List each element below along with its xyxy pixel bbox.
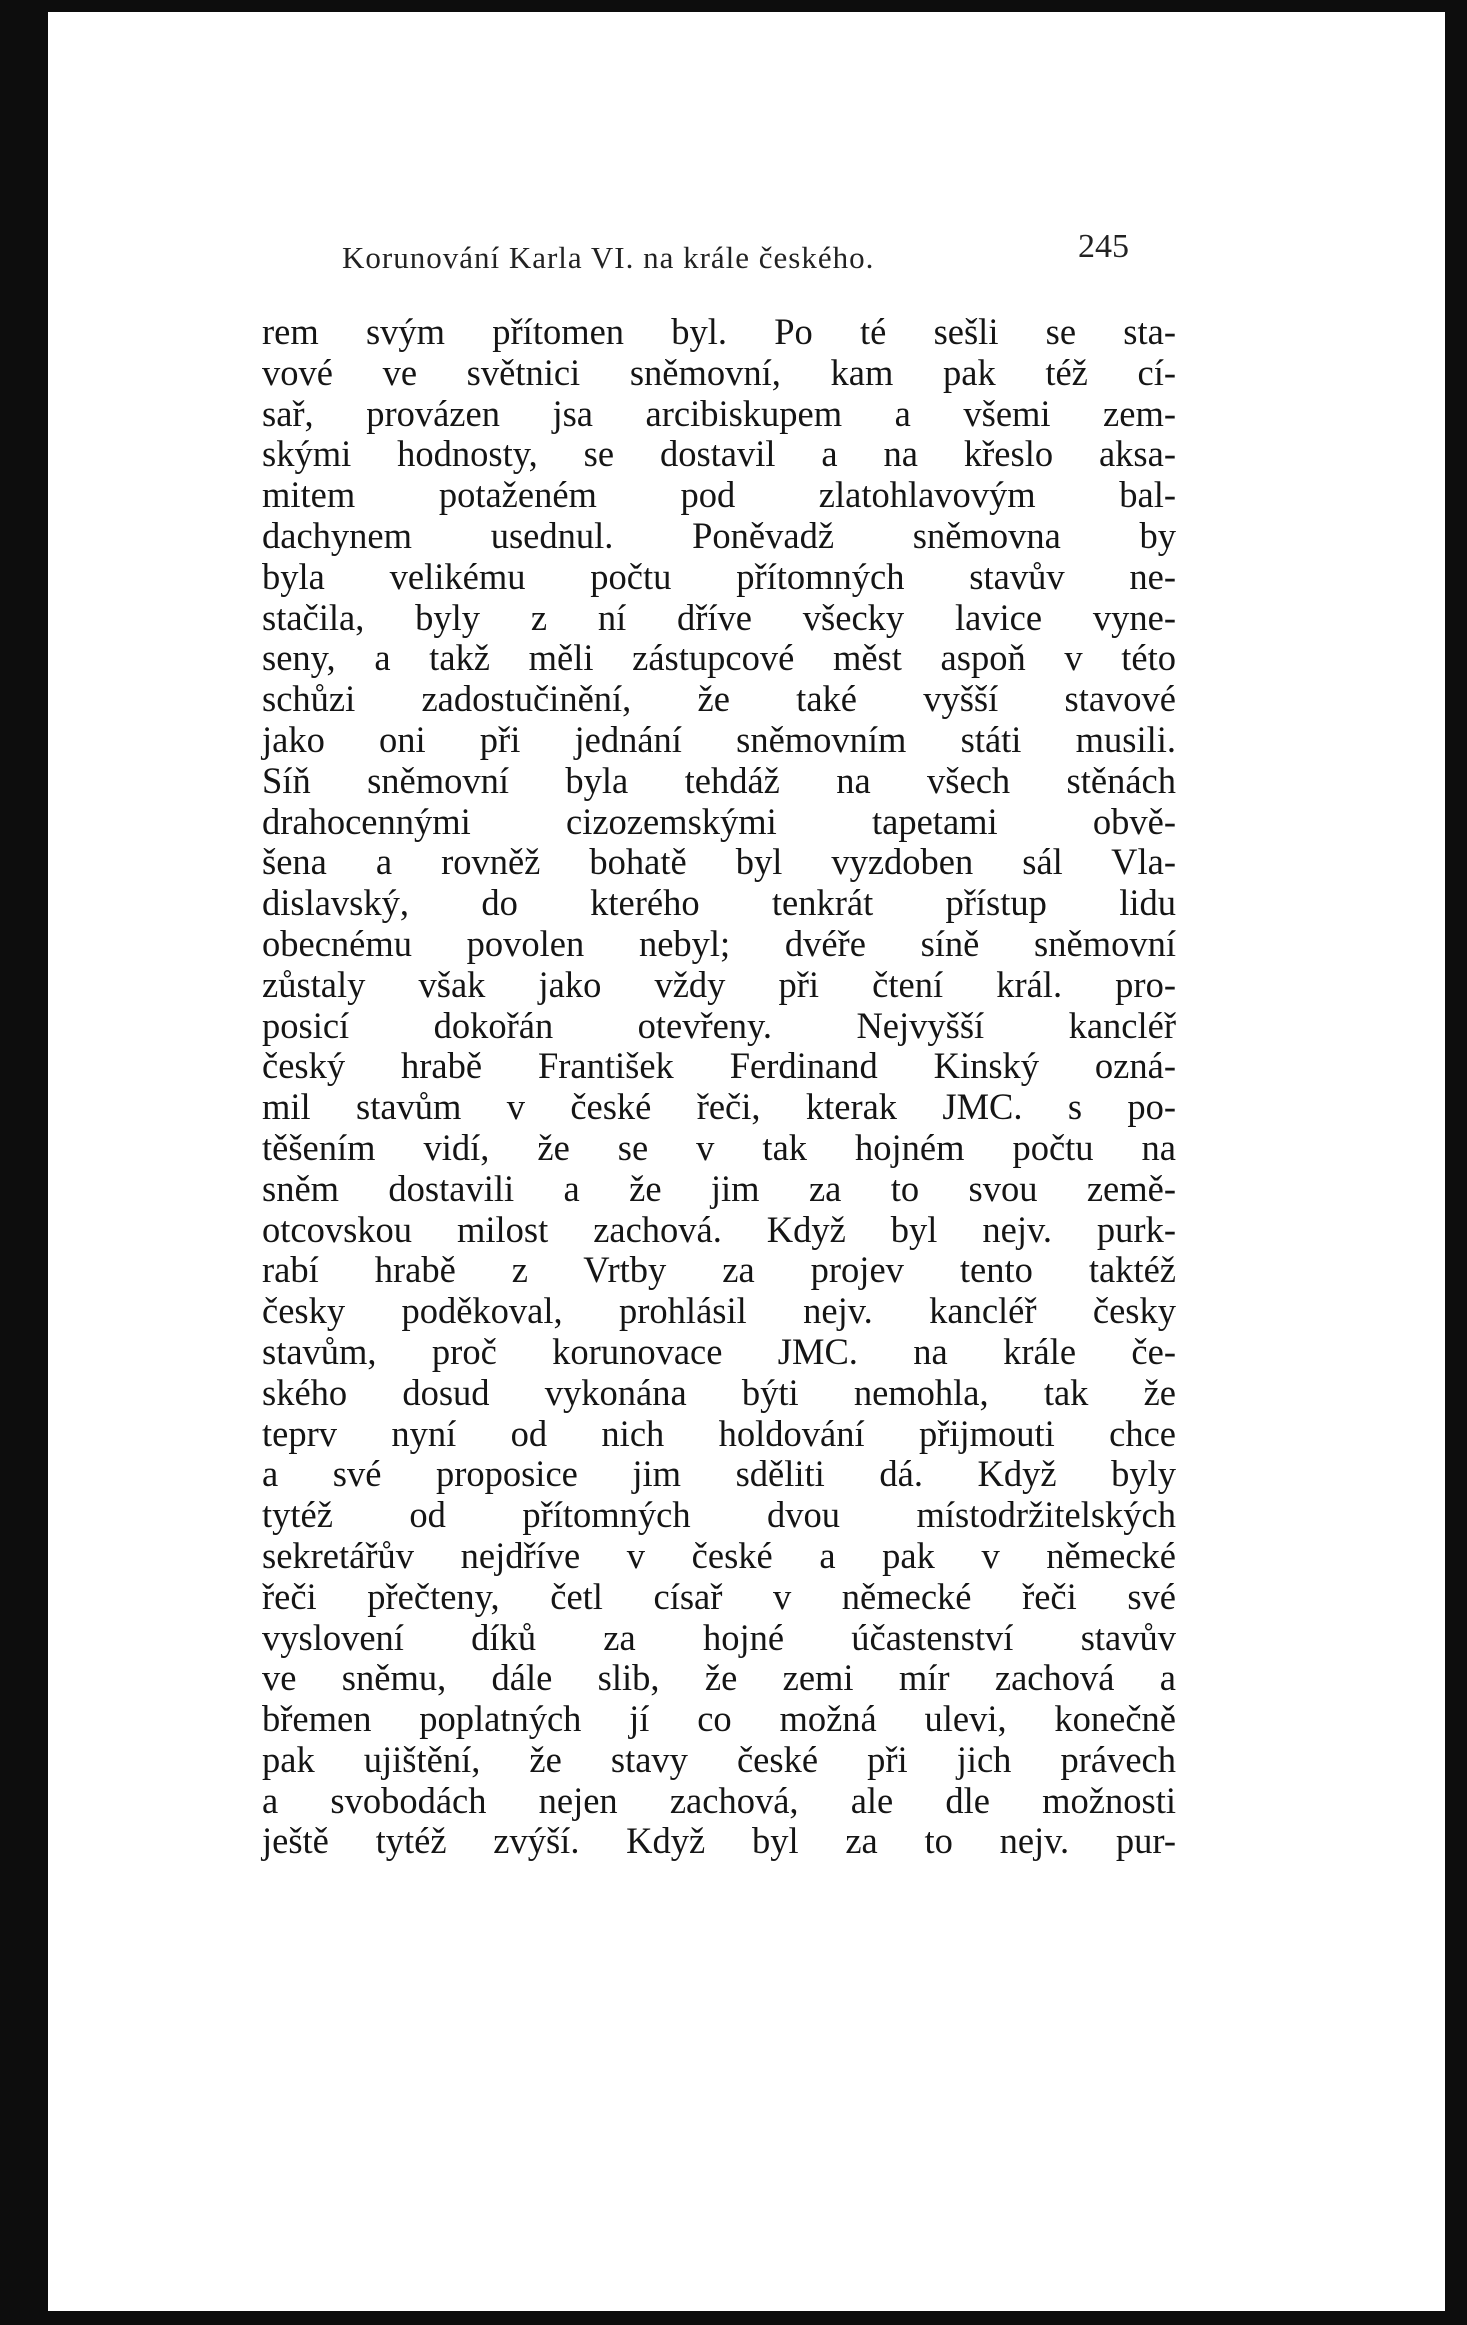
text-line: ského dosud vykonána býti nemohla, tak že bbox=[262, 1371, 1176, 1413]
text-line: ještě tytéž zvýší. Když byl za to nejv. pur- bbox=[262, 1820, 1176, 1862]
text-line: šena a rovněž bohatě byl vyzdoben sál Vla- bbox=[262, 841, 1176, 883]
text-line: rabí hrabě z Vrtby za projev tento taktéž bbox=[262, 1249, 1176, 1291]
text-line: skými hodnosty, se dostavil a na křeslo aksa- bbox=[262, 433, 1176, 475]
scan-border-bottom bbox=[0, 2311, 1467, 2325]
text-line: pak ujištění, že stavy české při jich právech bbox=[262, 1738, 1176, 1780]
text-line: zůstaly však jako vždy při čtení král. pro- bbox=[262, 963, 1176, 1005]
text-line: rem svým přítomen byl. Po té sešli se sta- bbox=[262, 311, 1176, 352]
text-line: vyslovení díků za hojné účastenství stavův bbox=[262, 1616, 1176, 1658]
text-line: byla velikému počtu přítomných stavův ne- bbox=[262, 555, 1176, 597]
text-line: mitem potaženém pod zlatohlavovým bal- bbox=[262, 474, 1176, 516]
text-line: stačila, byly z ní dříve všecky lavice vyne- bbox=[262, 596, 1176, 638]
text-line: jako oni při jednání sněmovním státi musili. bbox=[262, 718, 1176, 760]
body-text bbox=[262, 312, 1176, 1862]
text-line: a své proposice jim sděliti dá. Když byly bbox=[262, 1453, 1176, 1495]
text-line: těšením vidí, že se v tak hojném počtu na bbox=[262, 1126, 1176, 1168]
text-line: posicí dokořán otevřeny. Nejvyšší kancléř bbox=[262, 1004, 1176, 1046]
text-line: drahocennými cizozemskými tapetami obvě- bbox=[262, 800, 1176, 842]
text-line: vové ve světnici sněmovní, kam pak též cí- bbox=[262, 351, 1176, 393]
text-line: ve sněmu, dále slib, že zemi mír zachová a bbox=[262, 1657, 1176, 1699]
running-title: Korunování Karla VI. na krále českého. bbox=[342, 240, 875, 275]
text-line: dachynem usednul. Poněvadž sněmovna by bbox=[262, 514, 1176, 556]
text-line: břemen poplatných jí co možná ulevi, konečně bbox=[262, 1698, 1176, 1740]
text-line: mil stavům v české řeči, kterak JMC. s po- bbox=[262, 1086, 1176, 1128]
text-line: a svobodách nejen zachová, ale dle možnosti bbox=[262, 1779, 1176, 1821]
scan-border-left bbox=[0, 0, 48, 2325]
text-line: seny, a takž měli zástupcové měst aspoň v této bbox=[262, 637, 1176, 679]
scan-border-top bbox=[0, 0, 1467, 12]
text-line: teprv nyní od nich holdování přijmouti chce bbox=[262, 1412, 1176, 1454]
text-line: dislavský, do kterého tenkrát přístup lidu bbox=[262, 882, 1176, 924]
text-line: český hrabě František Ferdinand Kinský ozná- bbox=[262, 1045, 1176, 1087]
book-page bbox=[48, 12, 1445, 2311]
text-line: obecnému povolen nebyl; dvéře síně sněmovní bbox=[262, 922, 1176, 964]
text-line: sař, provázen jsa arcibiskupem a všemi zem- bbox=[262, 392, 1176, 434]
text-line: otcovskou milost zachová. Když byl nejv. purk- bbox=[262, 1208, 1176, 1250]
page-number: 245 bbox=[1078, 228, 1129, 265]
text-line: sněm dostavili a že jim za to svou země- bbox=[262, 1167, 1176, 1209]
text-line: sekretářův nejdříve v české a pak v německé bbox=[262, 1534, 1176, 1576]
text-line: schůzi zadostučinění, že také vyšší stavové bbox=[262, 678, 1176, 720]
text-line: Síň sněmovní byla tehdáž na všech stěnách bbox=[262, 759, 1176, 801]
scan-border-right bbox=[1445, 0, 1467, 2325]
text-line: řeči přečteny, četl císař v německé řeči své bbox=[262, 1575, 1176, 1617]
text-line: stavům, proč korunovace JMC. na krále če- bbox=[262, 1330, 1176, 1372]
text-line: tytéž od přítomných dvou místodržitelských bbox=[262, 1494, 1176, 1536]
text-line: česky poděkoval, prohlásil nejv. kancléř česky bbox=[262, 1290, 1176, 1332]
